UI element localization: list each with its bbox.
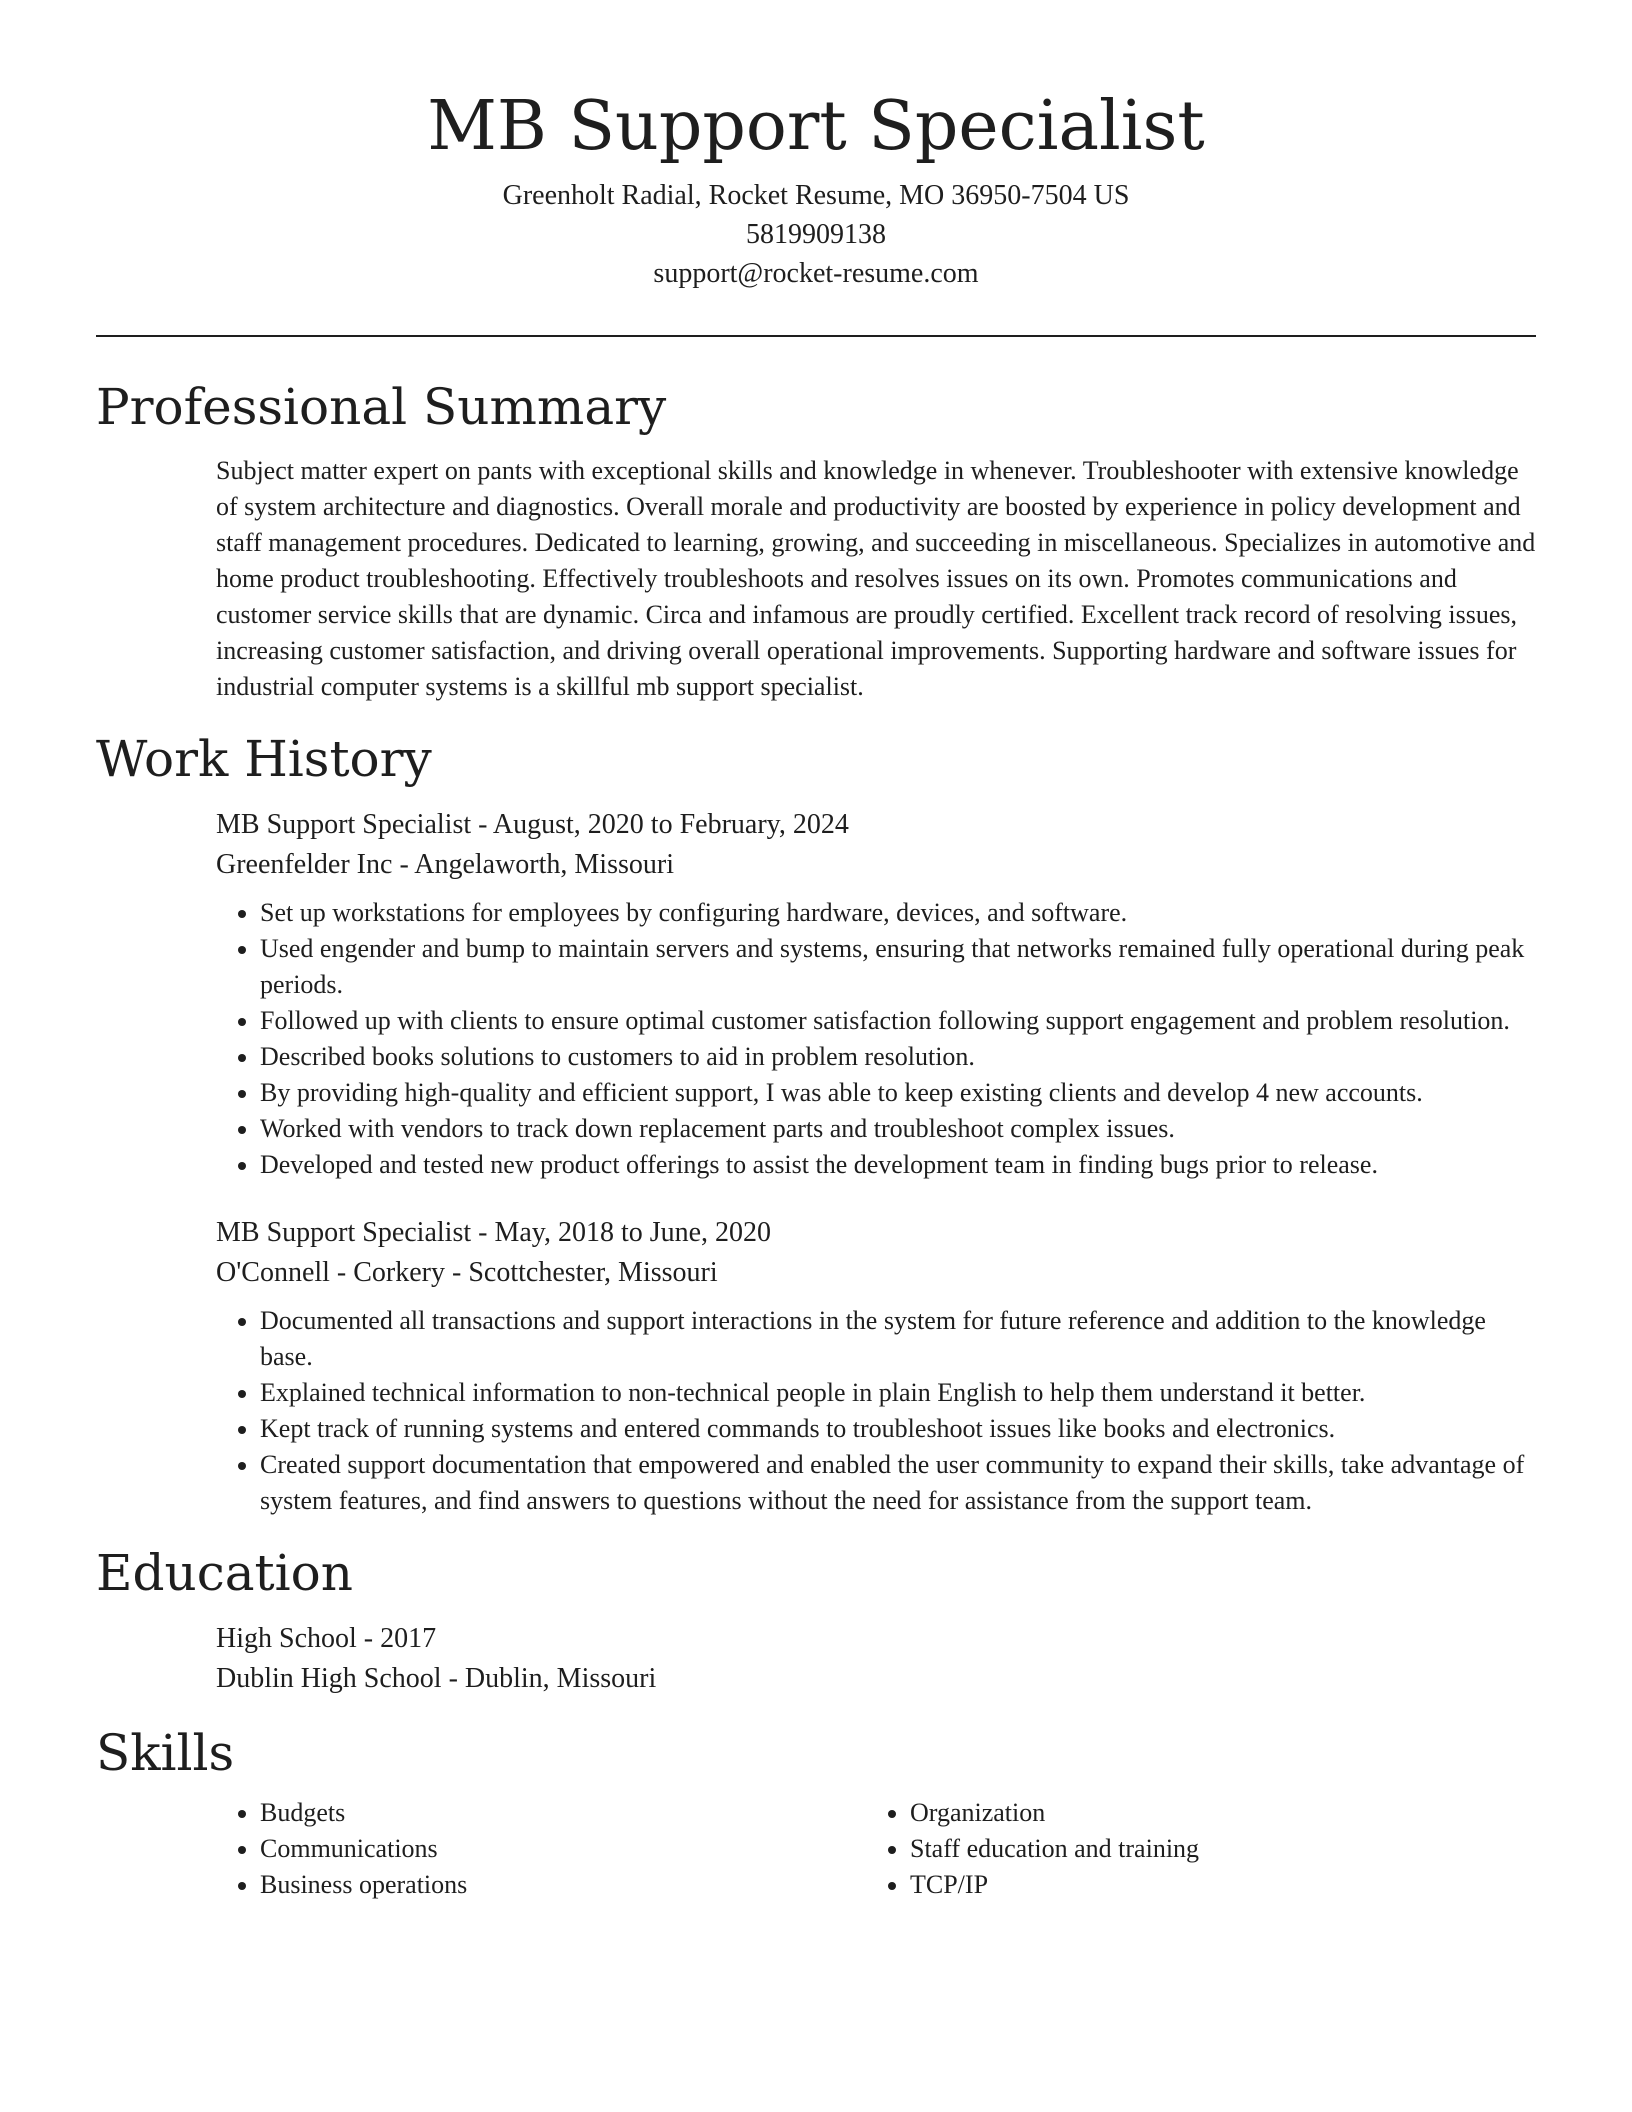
job-entry — [216, 805, 1536, 1183]
summary-body — [216, 453, 1536, 705]
section-title-work-history: Work History — [96, 730, 432, 788]
job-company-line — [216, 845, 1536, 885]
education-year: - 2017 — [356, 1623, 437, 1654]
job-dates: - May, 2018 to June, 2020 — [471, 1217, 772, 1248]
work-history-section — [96, 727, 1536, 1519]
phone: 5819909138 — [746, 219, 886, 250]
job-company-line — [216, 1253, 1536, 1293]
job-bullets — [216, 1303, 1536, 1519]
education-degree: High School — [216, 1623, 357, 1654]
job-bullet: • Developed and tested new product offerings to assist the development team in finding bugs prior to release. — [260, 1147, 1536, 1183]
education-entry — [216, 1619, 1536, 1699]
job-company: O'Connell - Corkery — [216, 1257, 446, 1288]
job-title: MB Support Specialist — [216, 809, 472, 840]
job-dates: - August, 2020 to February, 2024 — [471, 809, 849, 840]
summary-section — [96, 375, 1536, 705]
education-degree-line — [216, 1619, 1536, 1659]
education-school: Dublin High School — [216, 1663, 442, 1694]
candidate-name: MB Support Specialist — [427, 87, 1205, 166]
skills-column-left — [216, 1795, 866, 1899]
job-company: Greenfelder Inc — [216, 849, 393, 880]
job-bullet: • Explained technical information to non-technical people in plain English to help them understand it better. — [260, 1375, 1536, 1411]
skill-item: • Budgets — [260, 1795, 866, 1831]
skill-item: • Organization — [910, 1795, 1516, 1831]
job-bullet: • Set up workstations for employees by configuring hardware, devices, and software. — [260, 895, 1536, 931]
skill-item: • Business operations — [260, 1867, 866, 1903]
resume-page — [96, 0, 1536, 1899]
job-location: - Angelaworth, Missouri — [392, 849, 674, 880]
section-title-skills: Skills — [96, 1724, 235, 1782]
job-bullet: • Documented all transactions and support interactions in the system for future reference and addition to the knowledge base. — [260, 1303, 1536, 1375]
job-location: - Scottchester, Missouri — [445, 1257, 718, 1288]
skills-list-right — [866, 1795, 1516, 1903]
skills-list-left — [216, 1795, 866, 1903]
skill-item: • TCP/IP — [910, 1867, 1516, 1903]
job-title: MB Support Specialist — [216, 1217, 472, 1248]
job-bullet: • By providing high-quality and efficient support, I was able to keep existing clients and develop 4 new accounts. — [260, 1075, 1536, 1111]
job-bullet: • Used engender and bump to maintain servers and systems, ensuring that networks remained fully operational during peak periods. — [260, 931, 1536, 1003]
job-bullet: • Described books solutions to customers to aid in problem resolution. — [260, 1039, 1536, 1075]
skill-item: • Communications — [260, 1831, 866, 1867]
job-bullet: • Worked with vendors to track down replacement parts and troubleshoot complex issues. — [260, 1111, 1536, 1147]
section-title-education: Education — [96, 1544, 353, 1602]
email: support@rocket-resume.com — [653, 258, 979, 289]
skills-section — [96, 1721, 1536, 1899]
skills-body — [216, 1795, 1536, 1899]
job-bullets — [216, 895, 1536, 1183]
job-entry — [216, 1213, 1536, 1519]
job-title-line — [216, 1213, 1536, 1253]
job-bullet: • Created support documentation that empowered and enabled the user community to expand their skills, take advantage of system features, and find answers to questions without the need for assistance from the support team. — [260, 1447, 1536, 1519]
skills-column-right — [866, 1795, 1516, 1899]
education-school-line — [216, 1659, 1536, 1699]
education-section — [96, 1541, 1536, 1699]
section-title-summary: Professional Summary — [96, 378, 667, 436]
job-bullet: • Followed up with clients to ensure optimal customer satisfaction following support engagement and problem resolution. — [260, 1003, 1536, 1039]
job-title-line — [216, 805, 1536, 845]
address: Greenholt Radial, Rocket Resume, MO 36950-7504 US — [502, 180, 1130, 211]
contact-info — [96, 176, 1536, 293]
skills-grid — [216, 1795, 1536, 1899]
skill-item: • Staff education and training — [910, 1831, 1516, 1867]
resume-header — [96, 0, 1536, 293]
summary-text: Subject matter expert on pants with exceptional skills and knowledge in whenever. Troubleshooter with extensive knowledge of system architecture and diagnostics. Overall morale and productivity are boosted by experience in policy development and staff management procedures. Dedicated to learning, growing, and succeeding in miscellaneous. Specializes in automotive and home product troubleshooting. Effectively troubleshoots and resolves issues on its own. Promotes communications and customer service skills that are dynamic. Circa and infamous are proudly certified. Excellent track record of resolving issues, increasing customer satisfaction, and driving overall operational improvements. Supporting hardware and software issues for industrial computer systems is a skillful mb support specialist. — [216, 456, 1536, 701]
header-divider — [96, 335, 1536, 337]
job-bullet: • Kept track of running systems and entered commands to troubleshoot issues like books and electronics. — [260, 1411, 1536, 1447]
education-location: - Dublin, Missouri — [441, 1663, 657, 1694]
